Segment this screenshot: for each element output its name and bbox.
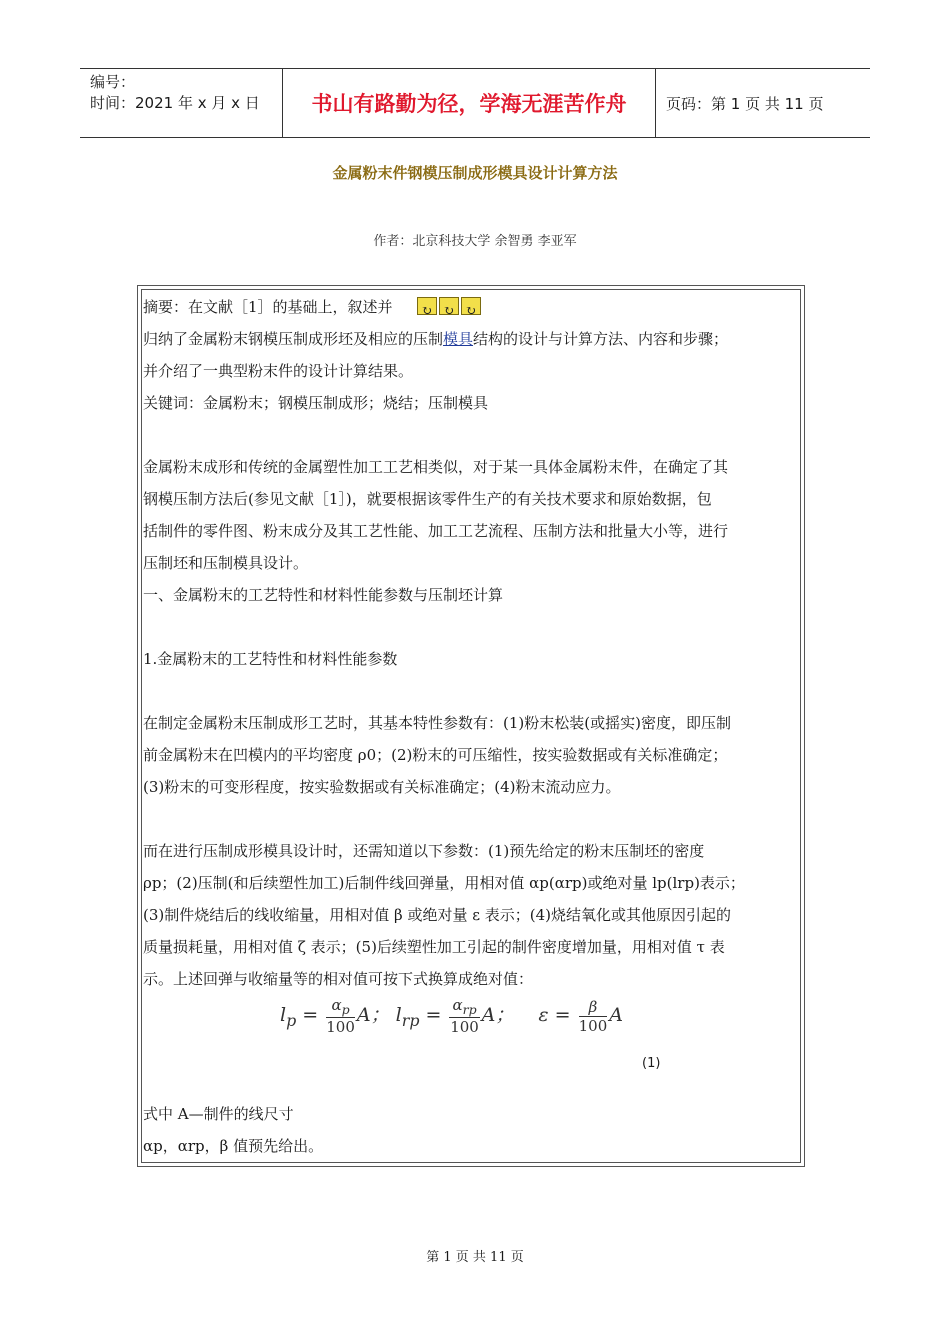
paragraph-line: 钢模压制方法后(参见文献［1］)，就要根据该零件生产的有关技术要求和原始数据，包 [143, 490, 712, 508]
formula-numerator: α [331, 996, 342, 1014]
formula-variable: A [481, 1004, 496, 1026]
paragraph-line: 而在进行压制成形模具设计时，还需知道以下参数：(1)预先给定的粉末压制坯的密度 [143, 842, 705, 860]
paragraph-line: 压制坯和压制模具设计。 [143, 554, 309, 572]
formula-fraction [579, 998, 608, 1035]
formula-symbol: ε [538, 1004, 549, 1026]
formula-symbol: l [395, 1004, 402, 1026]
spacer [143, 611, 803, 643]
document-author: 作者：北京科技大学 余智勇 李亚军 [373, 234, 577, 249]
formula-denominator: 100 [450, 1018, 479, 1036]
formula-term-1 [280, 996, 396, 1036]
formula-equals: = [425, 1004, 442, 1026]
formula-denominator: 100 [326, 1018, 355, 1036]
formula-variable: A [356, 1004, 371, 1026]
formula-subscript: p [286, 1010, 297, 1030]
page-header [80, 68, 870, 138]
section-heading: 一、金属粉末的工艺特性和材料性能参数与压制坯计算 [143, 586, 504, 604]
formula-subscript: rp [462, 1002, 477, 1017]
formula-numerator: α [452, 996, 463, 1014]
number-label: 编号： [90, 73, 136, 91]
paragraph-line: (3)粉末的可变形程度，按实验数据或有关标准确定；(4)粉末流动应力。 [143, 778, 621, 796]
where-line: 式中 A—制件的线尺寸 [143, 1105, 294, 1123]
paragraph-line: 在制定金属粉末压制成形工艺时，其基本特性参数有：(1)粉末松装(或摇实)密度，即压制 [143, 714, 731, 732]
formula-equals: = [554, 1004, 571, 1026]
formula-subscript: rp [401, 1010, 420, 1030]
abstract-line [143, 291, 803, 323]
spacer [143, 803, 803, 835]
formula-numerator: β [579, 998, 608, 1017]
formula-subscript: p [341, 1002, 350, 1017]
mold-link[interactable]: 模具 [443, 330, 474, 348]
page-footer: 第 1 页 共 11 页 [426, 1250, 524, 1265]
subsection-heading: 1.金属粉末的工艺特性和材料性能参数 [143, 650, 398, 668]
refresh-icon[interactable] [439, 297, 459, 315]
paragraph-line: 示。上述回弹与收缩量等的相对值可按下式换算成绝对值： [143, 970, 534, 988]
equation [280, 996, 660, 1044]
paragraph-line: 金属粉末成形和传统的金属塑性加工工艺相类似，对于某一具体金属粉末件，在确定了其 [143, 458, 729, 476]
motto-banner: 书山有路勤为径，学海无涯苦作舟 [282, 69, 656, 137]
formula-fraction [326, 996, 355, 1036]
formula-denominator: 100 [578, 1016, 608, 1035]
paragraph-line: ρp；(2)压制(和后续塑性加工)后制件线回弹量，用相对值 αp(αrp)或绝对量 lp(lrp)表示； [143, 874, 745, 892]
icon-group [417, 298, 483, 316]
abstract-text: 归纳了金属粉末钢模压制成形坯及相应的压制 [143, 330, 444, 348]
equation-number: (1) [642, 1056, 661, 1071]
page-info: 页码：第 1 页 共 11 页 [666, 94, 824, 113]
formula-separator: ； [370, 1004, 390, 1026]
abstract-text: 结构的设计与计算方法、内容和步骤； [473, 330, 729, 348]
refresh-icon[interactable] [417, 297, 437, 315]
formula-fraction [449, 996, 479, 1036]
given-line: αp，αrp，β 值预先给出。 [143, 1137, 324, 1155]
formula-variable: A [609, 1004, 623, 1026]
time-label: 时间：2021 年 x 月 x 日 [90, 94, 260, 112]
header-left-cell [80, 69, 282, 137]
formula-equals: = [302, 1004, 319, 1026]
paragraph-line: 前金属粉末在凹模内的平均密度 ρ0；(2)粉末的可压缩性，按实验数据或有关标准确定； [143, 746, 728, 764]
spacer [143, 675, 803, 707]
paragraph-line: 括制件的零件图、粉末成分及其工艺性能、加工工艺流程、压制方法和批量大小等，进行 [143, 522, 729, 540]
paragraph-line: 质量损耗量，用相对值 ζ 表示；(5)后续塑性加工引起的制件密度增加量，用相对值 τ 表 [143, 938, 725, 956]
formula-symbol: l [280, 1004, 287, 1026]
abstract-prefix: 摘要：在文献［1］的基础上，叙述并 [143, 298, 393, 316]
abstract-line-3: 并介绍了一典型粉末件的设计计算结果。 [143, 362, 414, 380]
keywords: 关键词：金属粉末；钢模压制成形；烧结；压制模具 [143, 394, 489, 412]
document-title: 金属粉末件钢模压制成形模具设计计算方法 [332, 164, 618, 182]
formula-term-3 [538, 997, 623, 1035]
paragraph-line: (3)制件烧结后的线收缩量，用相对值 β 或绝对量 ε 表示；(4)烧结氧化或其他原因引起的 [143, 906, 732, 924]
formula-separator: ； [495, 1004, 515, 1026]
formula-term-2 [395, 996, 521, 1036]
content-body [143, 291, 803, 995]
spacer [143, 419, 803, 451]
content-body-tail [143, 1098, 803, 1162]
refresh-icon[interactable] [461, 297, 481, 315]
